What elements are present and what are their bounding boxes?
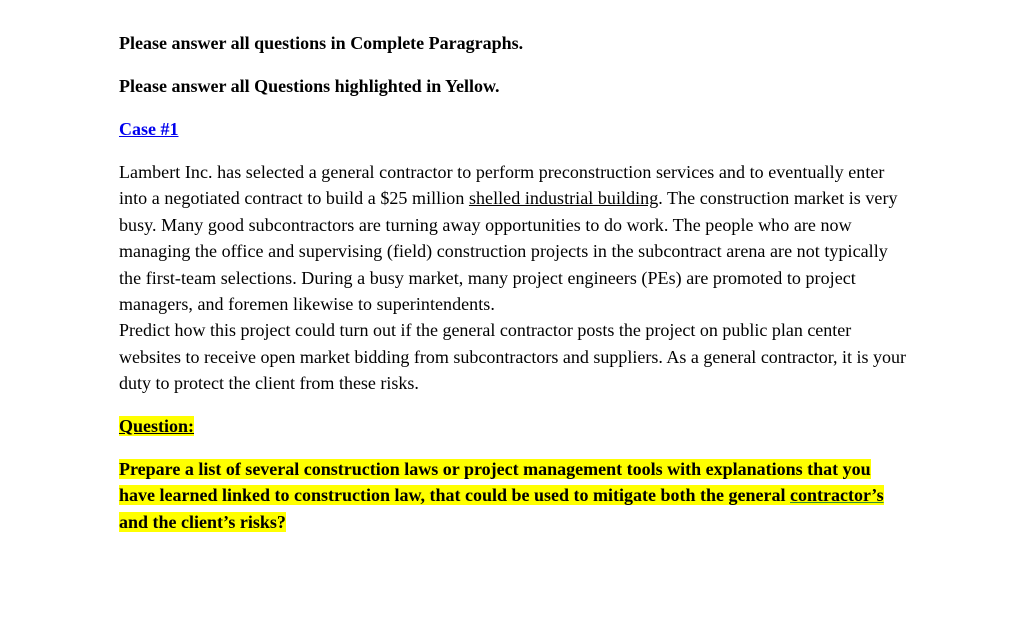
case-paragraph-2: Predict how this project could turn out if the general contractor posts the project on public plan center websites to receive open market bidding from subcontractors and suppliers. As a general contractor, it is your duty to protect the client from these risks.	[119, 320, 907, 394]
document-content	[119, 30, 909, 535]
contractors-underline: contractor’s	[790, 485, 884, 506]
question-text-a: Prepare a list of several construction laws or project management tools with explanations that you have learned linked to construction law, that could be used to mitigate both the general	[119, 458, 871, 506]
question-label-text: Question:	[119, 415, 195, 436]
shelled-industrial-building-underline: shelled industrial building	[468, 188, 659, 209]
question-text-b: and the client’s risks?	[119, 511, 286, 532]
instruction-complete-paragraphs: Please answer all questions in Complete Paragraphs.	[119, 33, 524, 53]
instruction-highlighted-yellow: Please answer all Questions highlighted in Yellow.	[119, 76, 500, 96]
question-label	[119, 413, 909, 439]
question-text	[119, 456, 909, 536]
case-paragraph-1	[119, 159, 909, 317]
case-link[interactable]: Case #1	[119, 119, 179, 139]
case-paragraph-1-text-b: . The construction market is very busy. Many good subcontractors are turning away opportunities to do work. The people who are now managing the office and supervising (field) construction projects in the subcontract arena are not typically the first-team selections. During a busy market, many project engineers (PEs) are promoted to project managers, and foremen likewise to superintendents.	[119, 188, 898, 315]
case-paragraph-1-text-a: Lambert Inc. has selected a general contractor to perform preconstruction services and to eventually enter into a negotiated contract to build a $25 million	[119, 162, 885, 209]
